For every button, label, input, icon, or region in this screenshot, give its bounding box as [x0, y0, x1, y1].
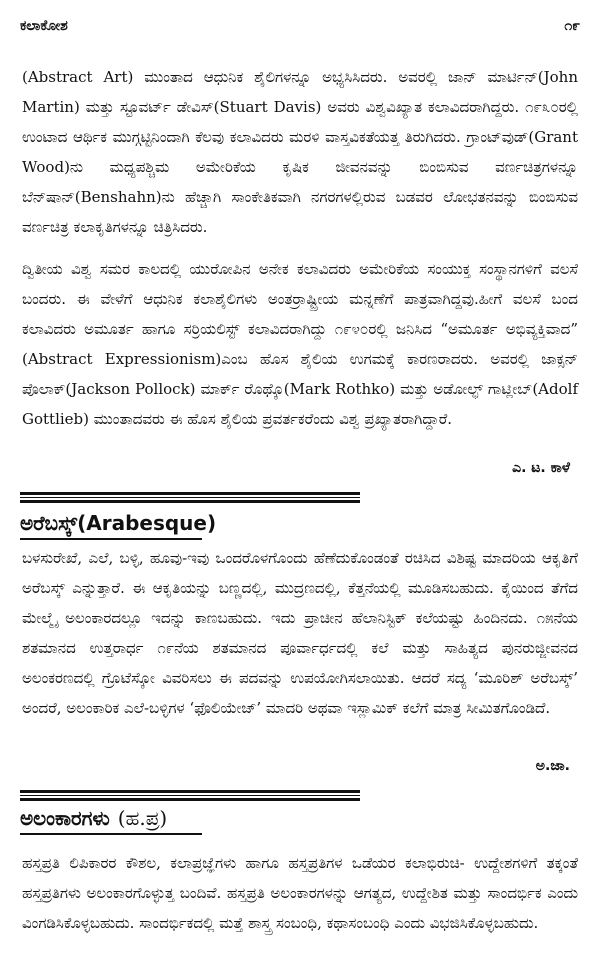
author-signature: ಅ.ಜಾ. [535, 758, 570, 774]
entry-subtitle: (ಹ.ಪ್ರ) [117, 806, 168, 830]
body-paragraph: ಹಸ್ತಪ್ರತಿ ಲಿಪಿಕಾರರ ಕೌಶಲ, ಕಲಾಪ್ರಜ್ಞೆಗಳು ಹಾಗೂ ಹಸ್ತಪ್ರತಿಗಳ ಒಡೆಯರ ಕಲಾಭಿರುಚಿ- ಉದ್ದೇಶಗಳಿಗೆ ತಕ್ಕಂತೆ ಹಸ್ತಪ್ರತಿಗಳು ಅಲಂಕಾರಗೊಳ್ಳುತ್ತ ಬಂದಿವೆ. ಹಸ್ತಪ್ರತಿ ಅಲಂಕಾರಗಳನ್ನು ಆಗತ್ಯದ, ಉದ್ದೇಶಿತ ಮತ್ತು ಸಾಂದರ್ಭಿಕ ಎಂದು ವಿಂಗಡಿಸಿಕೊಳ್ಳಬಹುದು. ಸಾಂದರ್ಭಿಕದಲ್ಲಿ ಮತ್ತೆ ಶಾಸ್ತ್ರ ಸಂಬಂಧಿ, ಕಥಾಸಂಬಂಧಿ ಎಂದು ವಿಭಜಿಸಿಕೊಳ್ಳಬಹುದು. [22, 854, 578, 932]
body-paragraph: (Abstract Art) ಮುಂತಾದ ಆಧುನಿಕ ಶೈಲಿಗಳನ್ನೂ ಅಭ್ಯಸಿಸಿದರು. ಅವರಲ್ಲಿ ಜಾನ್ ಮಾರ್ಟಿನ್(John Martin) ಮತ್ತು ಸ್ಟೂವರ್ಟ್ ಡೇವಿಸ್(Stuart Davis) ಅವರು ವಿಶ್ವವಿಖ್ಯಾತ ಕಲಾವಿದರಾಗಿದ್ದರು. ೧೯೩೦ರಲ್ಲಿ ಉಂಟಾದ ಆರ್ಥಿಕ ಮುಗ್ಗಟ್ಟಿನಿಂದಾಗಿ ಕೆಲವು ಕಲಾವಿದರು ಮರಳಿ ವಾಸ್ತವಿಕತೆಯತ್ತ ತಿರುಗಿದರು. ಗ್ರಾಂಟ್‌ವುಡ್(Grant Wood)ನು ಮಧ್ಯಪಶ್ಚಿಮ ಅಮೇರಿಕೆಯ ಕೃಷಿಕ ಜೀವನವನ್ನು ಬಿಂಬಿಸುವ ವರ್ಣಚಿತ್ರಗಳನ್ನೂ ಬೆನ್‌ಷಾನ್(Benshahn)ನು ಹೆಚ್ಚಾಗಿ ಸಾಂಕೇತಿಕವಾಗಿ ನಗರಗಳಲ್ಲಿರುವ ಬಡವರ ಲೋಭತನವನ್ನು ಬಿಂಬಿಸುವ ವರ್ಣಚಿತ್ರ ಕಲಾಕೃತಿಗಳನ್ನೂ ಚಿತ್ರಿಸಿದರು. [22, 68, 578, 236]
running-title: ಕಲಾಕೋಶ [20, 18, 68, 34]
body-paragraph: ಬಳಸುರೇಖೆ, ಎಲೆ, ಬಳ್ಳಿ, ಹೂವು-ಇವು ಒಂದರೊಳಗೊಂದು ಹೆಣೆದುಕೊಂಡಂತೆ ರಚಿಸಿದ ವಿಶಿಷ್ಟ ಮಾದರಿಯ ಆಕೃತಿಗೆ ಅರೆಬಸ್ಕ್ ಎನ್ನುತ್ತಾರೆ. ಈ ಆಕೃತಿಯನ್ನು ಬಣ್ಣದಲ್ಲಿ, ಮುದ್ರಣದಲ್ಲಿ, ಕೆತ್ತನೆಯಲ್ಲಿ ಮೂಡಿಸಬಹುದು. ಕೈಯಿಂದ ತೆಗೆದ ಮೇಲ್ಮೈ ಅಲಂಕಾರದಲ್ಲೂ ಇದನ್ನು ಕಾಣಬಹುದು. ಇದು ಪ್ರಾಚೀನ ಹೆಲಾನಿಸ್ಟಿಕ್ ಕಲೆಯಷ್ಟು ಹಿಂದಿನದು. ೧೫ನೆಯ ಶತಮಾನದ ಉತ್ತರಾರ್ಧ ೧೯ನೆಯ ಶತಮಾನದ ಪೂರ್ವಾರ್ಧದಲ್ಲಿ ಕಲೆ ಮತ್ತು ಸಾಹಿತ್ಯದ ಪುನರುಜ್ಜೀವನದ ಅಲಂಕರಣದಲ್ಲಿ ಗ್ರೊಟೆಸ್ಕೋ ವಿವರಿಸಲು ಈ ಪದವನ್ನು ಉಪಯೋಗಿಸಲಾಯಿತು. ಆದರೆ ಸದ್ಯ ‘ಮೂರಿಶ್ ಅರೆಬಸ್ಕ್’ ಅಂದರೆ, ಅಲಂಕಾರಿಕ ಎಲೆ-ಬಳ್ಳಿಗಳ ‘ಫೊಲಿಯೇಜ್’ ಮಾದರಿ ಅಥವಾ ಇಸ್ಲಾಮಿಕ್ ಕಲೆಗೆ ಮಾತ್ರ ಸೀಮಿತಗೊಂಡಿದೆ. [22, 549, 578, 717]
entry-title [20, 806, 167, 830]
running-header [20, 8, 580, 34]
page-number: ೧೯ [564, 18, 580, 34]
body-paragraph: ದ್ವಿತೀಯ ವಿಶ್ವ ಸಮರ ಕಾಲದಲ್ಲಿ ಯುರೋಪಿನ ಅನೇಕ ಕಲಾವಿದರು ಅಮೇರಿಕೆಯ ಸಂಯುಕ್ತ ಸಂಸ್ಥಾನಗಳಿಗೆ ವಲಸೆ ಬಂದರು. ಈ ವೇಳೆಗೆ ಆಧುನಿಕ ಕಲಾಶೈಲಿಗಳು ಅಂತರ್ರಾಷ್ಟ್ರೀಯ ಮನ್ನಣೆಗೆ ಪಾತ್ರವಾಗಿದ್ದವು.ಹೀಗೆ ವಲಸೆ ಬಂದ ಕಲಾವಿದರು ಅಮೂರ್ತ ಹಾಗೂ ಸರ್ರಿಯಲಿಸ್ಟ್ ಕಲಾವಿದರಾಗಿದ್ದು ೧೯೪೦ರಲ್ಲಿ ಜನಿಸಿದ “ಅಮೂರ್ತ ಅಭಿವ್ಯಕ್ತಿವಾದ” (Abstract Expressionism)ಎಂಬ ಹೊಸ ಶೈಲಿಯ ಉಗಮಕ್ಕೆ ಕಾರಣರಾದರು. ಅವರಲ್ಲಿ ಜಾಕ್ಸನ್ ಪೊಲಾಕ್(Jackson Pollock) ಮಾರ್ಕ್ ರೊಥ್ಕೊ(Mark Rothko) ಮತ್ತು ಅಡೋಲ್ಫ್ ಗಾಟ್ಲೀಬ್(Adolf Gottlieb) ಮುಂತಾದವರು ಈ ಹೊಸ ಶೈಲಿಯ ಪ್ರವರ್ತಕರೆಂದು ವಿಶ್ವ ಪ್ರಖ್ಯಾತರಾಗಿದ್ದಾರೆ. [22, 260, 578, 428]
entry-title-text: ಅಲಂಕಾರಗಳು [20, 806, 110, 830]
author-signature: ಎ. ಟ. ಕಾಳೆ [512, 460, 570, 476]
entry-header-rule [20, 790, 360, 803]
entry-title: ಅರೆಬಸ್ಕ್(Arabesque) [20, 511, 217, 535]
entry-header-rule [20, 492, 360, 505]
entry-title-underline [20, 538, 202, 540]
entry-title-underline [20, 833, 202, 835]
